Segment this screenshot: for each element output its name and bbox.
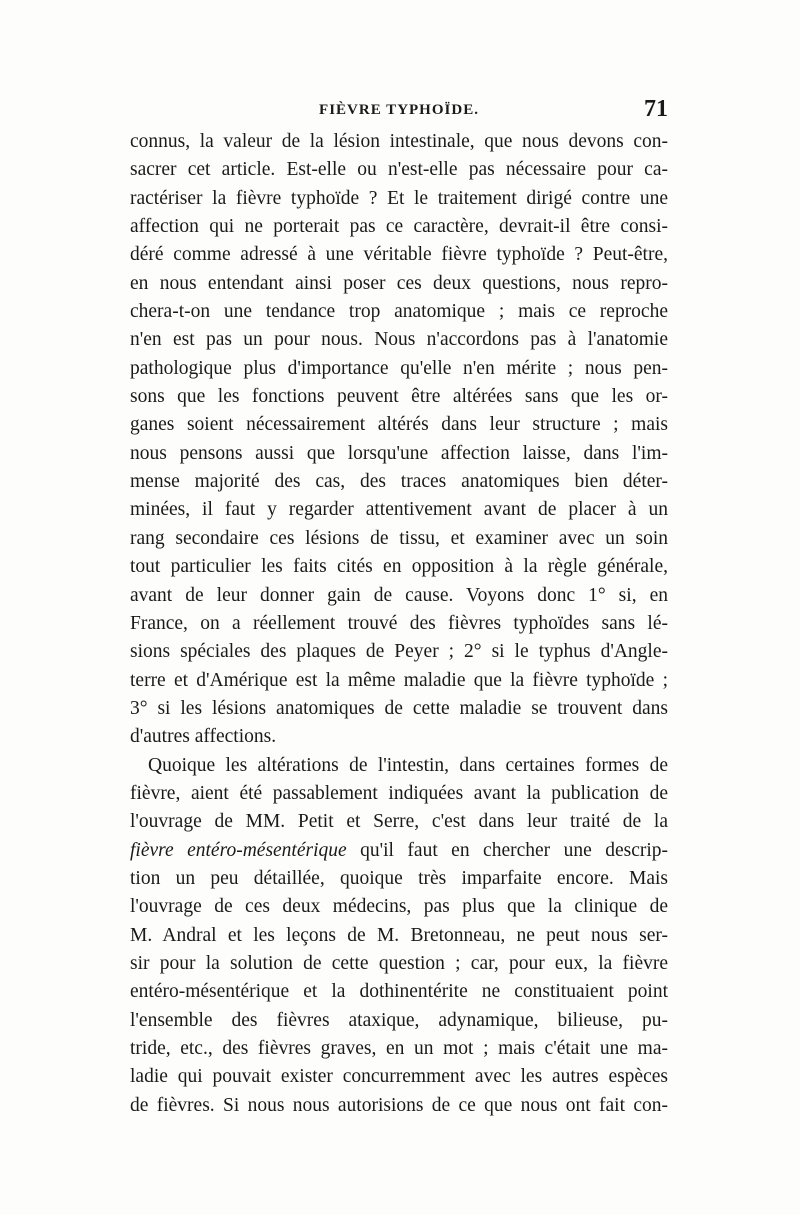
text-line: tride, etc., des fièvres graves, en un mot ; mais c'était une ma- bbox=[130, 1038, 668, 1059]
text-line: sions spéciales des plaques de Peyer ; 2° si le typhus d'Angle- bbox=[130, 641, 668, 663]
text-line: nous pensons aussi que lorsqu'une affection laisse, dans l'im- bbox=[130, 442, 668, 464]
text-line: n'en est pas un pour nous. Nous n'accordons pas à l'anatomie bbox=[130, 329, 668, 351]
text-line: fièvre, aient été passablement indiquées avant la publication de bbox=[130, 782, 668, 804]
text-line: mense majorité des cas, des traces anatomiques bien déter- bbox=[130, 471, 668, 493]
text-line: 3° si les lésions anatomiques de cette maladie se trouvent dans bbox=[130, 697, 668, 719]
text-line: avant de leur donner gain de cause. Voyons donc 1° si, en bbox=[130, 584, 668, 606]
text-line: sacrer cet article. Est-elle ou n'est-elle pas nécessaire pour ca- bbox=[130, 159, 668, 181]
text-line: l'ouvrage de ces deux médecins, pas plus que la clinique de bbox=[130, 896, 668, 918]
text-line: en nous entendant ainsi poser ces deux questions, nous repro- bbox=[130, 272, 668, 294]
page-number: 71 bbox=[644, 96, 668, 122]
text-line: tout particulier les faits cités en opposition à la règle générale, bbox=[130, 556, 668, 578]
text-line: pathologique plus d'importance qu'elle n'en mérite ; nous pen- bbox=[130, 357, 668, 379]
text-line: déré comme adressé à une véritable fièvre typhoïde ? Peut-être, bbox=[130, 244, 668, 266]
running-head bbox=[130, 96, 668, 126]
text-line: sir pour la solution de cette question ; car, pour eux, la fièvre bbox=[130, 952, 668, 974]
paragraph-1 bbox=[130, 128, 668, 752]
text-line bbox=[130, 837, 668, 865]
text-fragment: qu'il faut en chercher une descrip- bbox=[346, 839, 669, 861]
text-line: Quoique les altérations de l'intestin, dans certaines formes de bbox=[148, 754, 668, 776]
text-line: rang secondaire ces lésions de tissu, et examiner avec un soin bbox=[130, 527, 668, 549]
text-line: entéro-mésentérique et la dothinentérite ne constituaient point bbox=[130, 981, 668, 1003]
text-line: minées, il faut y regarder attentivement avant de placer à un bbox=[130, 499, 668, 521]
text-line: M. Andral et les leçons de M. Bretonneau, ne peut nous ser- bbox=[130, 924, 668, 946]
text-line: tion un peu détaillée, quoique très imparfaite encore. Mais bbox=[130, 867, 668, 889]
text-line: ladie qui pouvait exister concurremment avec les autres espèces bbox=[130, 1066, 668, 1088]
running-title: FIÈVRE TYPHOÏDE. bbox=[319, 102, 479, 118]
paragraph-2 bbox=[130, 752, 668, 1120]
text-line: chera-t-on une tendance trop anatomique ; mais ce reproche bbox=[130, 301, 668, 323]
text-line: l'ouvrage de MM. Petit et Serre, c'est dans leur traité de la bbox=[130, 811, 668, 833]
text-line: l'ensemble des fièvres ataxique, adynamique, bilieuse, pu- bbox=[130, 1009, 668, 1031]
text-line: France, on a réellement trouvé des fièvres typhoïdes sans lé- bbox=[130, 612, 668, 634]
text-line: d'autres affections. bbox=[130, 726, 277, 748]
text-line: ganes soient nécessairement altérés dans leur structure ; mais bbox=[130, 414, 668, 436]
text-line: ractériser la fièvre typhoïde ? Et le traitement dirigé contre une bbox=[130, 187, 668, 209]
text-line: affection qui ne porterait pas ce caractère, devrait-il être consi- bbox=[130, 216, 668, 238]
text-line: sons que les fonctions peuvent être altérées sans que les or- bbox=[130, 386, 668, 408]
text-line: connus, la valeur de la lésion intestinale, que nous devons con- bbox=[130, 131, 668, 152]
italic-title: fièvre entéro-mésentérique bbox=[130, 839, 347, 861]
text-line: de fièvres. Si nous nous autorisions de ce que nous ont fait con- bbox=[130, 1094, 668, 1116]
body-text bbox=[130, 128, 668, 1120]
text-line: terre et d'Amérique est la même maladie que la fièvre typhoïde ; bbox=[130, 669, 668, 691]
